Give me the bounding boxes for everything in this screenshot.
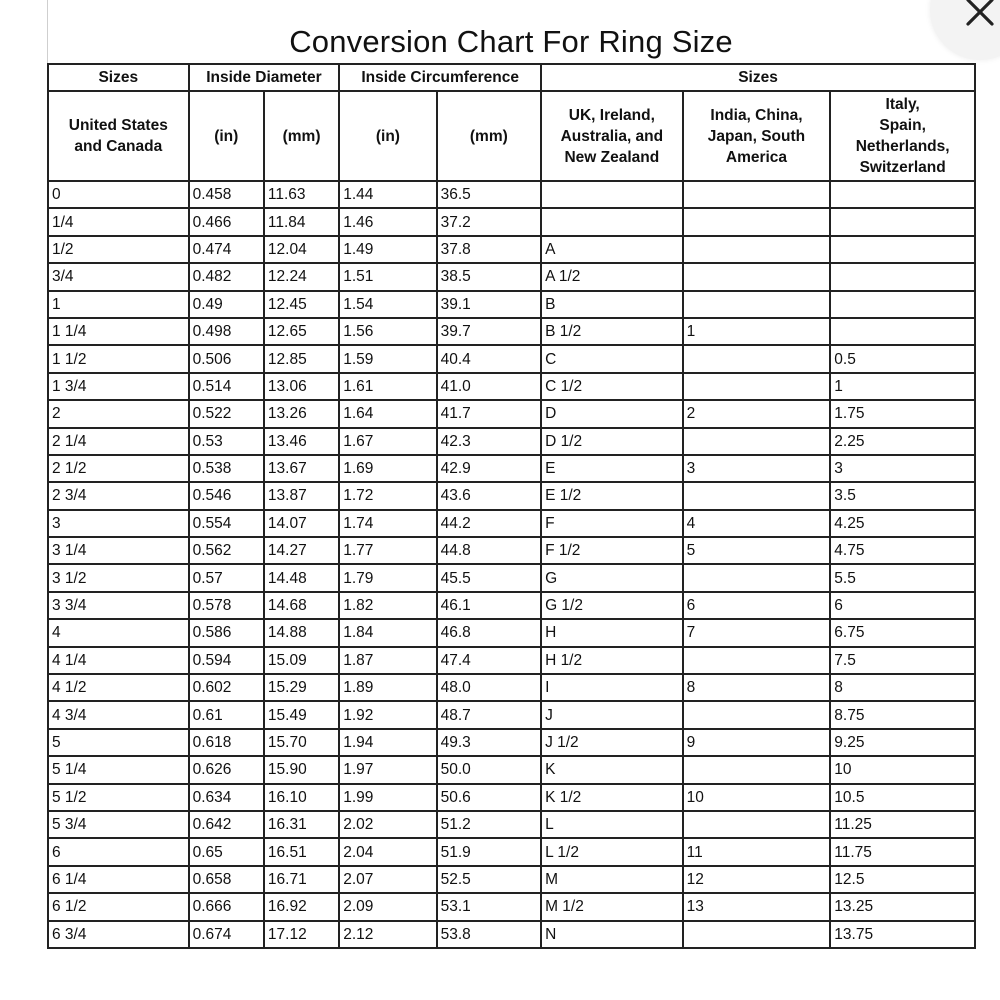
cell-circumference-mm: 52.5 [437, 866, 541, 893]
table-row [48, 482, 975, 509]
cell-italy-size: 4.25 [830, 510, 975, 537]
chart-title: Conversion Chart For Ring Size [289, 24, 733, 59]
cell-circumference-in: 1.72 [339, 482, 436, 509]
cell-us-size: 4 3/4 [48, 701, 189, 728]
cell-diameter-in: 0.458 [189, 181, 264, 208]
cell-circumference-in: 1.59 [339, 345, 436, 372]
cell-india-size [683, 236, 831, 263]
cell-italy-size [830, 236, 975, 263]
cell-uk-size: M [541, 866, 683, 893]
cell-italy-size: 3.5 [830, 482, 975, 509]
table-row [48, 674, 975, 701]
cell-uk-size [541, 208, 683, 235]
cell-us-size: 3/4 [48, 263, 189, 290]
cell-india-size: 6 [683, 592, 831, 619]
cell-diameter-in: 0.634 [189, 784, 264, 811]
cell-diameter-mm: 13.26 [264, 400, 339, 427]
cell-us-size: 4 [48, 619, 189, 646]
cell-uk-size: G 1/2 [541, 592, 683, 619]
cell-diameter-in: 0.482 [189, 263, 264, 290]
table-row [48, 181, 975, 208]
cell-india-size: 2 [683, 400, 831, 427]
cell-italy-size: 6 [830, 592, 975, 619]
cell-italy-size: 8 [830, 674, 975, 701]
cell-diameter-mm: 11.84 [264, 208, 339, 235]
cell-diameter-mm: 15.49 [264, 701, 339, 728]
cell-circumference-mm: 53.1 [437, 893, 541, 920]
cell-diameter-in: 0.57 [189, 564, 264, 591]
cell-diameter-mm: 13.87 [264, 482, 339, 509]
cell-circumference-in: 2.09 [339, 893, 436, 920]
cell-india-size [683, 701, 831, 728]
cell-us-size: 1/4 [48, 208, 189, 235]
cell-uk-size: B 1/2 [541, 318, 683, 345]
cell-uk-size: H 1/2 [541, 647, 683, 674]
cell-india-size [683, 482, 831, 509]
cell-us-size: 6 [48, 838, 189, 865]
cell-us-size: 2 1/4 [48, 428, 189, 455]
cell-circumference-mm: 53.8 [437, 921, 541, 948]
cell-italy-size: 10.5 [830, 784, 975, 811]
cell-circumference-in: 1.87 [339, 647, 436, 674]
cell-diameter-in: 0.642 [189, 811, 264, 838]
cell-us-size: 4 1/4 [48, 647, 189, 674]
cell-uk-size: D 1/2 [541, 428, 683, 455]
cell-diameter-in: 0.61 [189, 701, 264, 728]
table-row [48, 564, 975, 591]
cell-india-size [683, 208, 831, 235]
cell-italy-size [830, 263, 975, 290]
header-circumference-mm: (mm) [437, 91, 541, 181]
cell-circumference-mm: 51.9 [437, 838, 541, 865]
cell-us-size: 1/2 [48, 236, 189, 263]
header-uk-ireland-australia-nz: UK, Ireland, Australia, and New Zealand [541, 91, 683, 181]
cell-circumference-in: 1.84 [339, 619, 436, 646]
cell-circumference-mm: 44.2 [437, 510, 541, 537]
cell-italy-size: 3 [830, 455, 975, 482]
table-row [48, 784, 975, 811]
cell-uk-size: J 1/2 [541, 729, 683, 756]
cell-circumference-in: 2.04 [339, 838, 436, 865]
cell-italy-size [830, 181, 975, 208]
table-row [48, 701, 975, 728]
cell-uk-size: N [541, 921, 683, 948]
header-diameter-in: (in) [189, 91, 264, 181]
cell-us-size: 1 1/4 [48, 318, 189, 345]
cell-diameter-in: 0.626 [189, 756, 264, 783]
cell-italy-size: 1.75 [830, 400, 975, 427]
cell-circumference-in: 1.74 [339, 510, 436, 537]
cell-circumference-mm: 50.6 [437, 784, 541, 811]
cell-us-size: 1 [48, 291, 189, 318]
table-row [48, 893, 975, 920]
header-circumference-in: (in) [339, 91, 436, 181]
cell-italy-size: 10 [830, 756, 975, 783]
cell-circumference-mm: 37.2 [437, 208, 541, 235]
cell-uk-size: B [541, 291, 683, 318]
cell-diameter-mm: 13.46 [264, 428, 339, 455]
cell-diameter-mm: 16.51 [264, 838, 339, 865]
cell-italy-size: 13.25 [830, 893, 975, 920]
cell-circumference-in: 1.79 [339, 564, 436, 591]
cell-diameter-in: 0.474 [189, 236, 264, 263]
cell-diameter-in: 0.602 [189, 674, 264, 701]
cell-circumference-in: 1.64 [339, 400, 436, 427]
cell-italy-size: 1 [830, 373, 975, 400]
cell-uk-size: H [541, 619, 683, 646]
cell-diameter-in: 0.466 [189, 208, 264, 235]
cell-circumference-in: 1.44 [339, 181, 436, 208]
cell-uk-size: F [541, 510, 683, 537]
table-row [48, 811, 975, 838]
cell-diameter-in: 0.498 [189, 318, 264, 345]
cell-diameter-in: 0.554 [189, 510, 264, 537]
cell-uk-size: A 1/2 [541, 263, 683, 290]
cell-circumference-mm: 43.6 [437, 482, 541, 509]
table-row [48, 756, 975, 783]
cell-diameter-in: 0.538 [189, 455, 264, 482]
cell-italy-size: 0.5 [830, 345, 975, 372]
cell-us-size: 6 3/4 [48, 921, 189, 948]
cell-india-size [683, 263, 831, 290]
cell-diameter-in: 0.578 [189, 592, 264, 619]
cell-us-size: 5 [48, 729, 189, 756]
table-row [48, 318, 975, 345]
cell-circumference-in: 1.82 [339, 592, 436, 619]
cell-diameter-in: 0.65 [189, 838, 264, 865]
cell-italy-size: 12.5 [830, 866, 975, 893]
cell-circumference-in: 1.94 [339, 729, 436, 756]
cell-italy-size [830, 291, 975, 318]
table-row [48, 838, 975, 865]
cell-italy-size: 5.5 [830, 564, 975, 591]
cell-circumference-mm: 42.9 [437, 455, 541, 482]
cell-diameter-mm: 11.63 [264, 181, 339, 208]
cell-diameter-mm: 15.09 [264, 647, 339, 674]
cell-india-size: 9 [683, 729, 831, 756]
header-group-row [48, 64, 975, 91]
cell-uk-size: K 1/2 [541, 784, 683, 811]
cell-india-size [683, 181, 831, 208]
cell-diameter-in: 0.658 [189, 866, 264, 893]
cell-diameter-in: 0.49 [189, 291, 264, 318]
cell-us-size: 2 3/4 [48, 482, 189, 509]
cell-india-size [683, 756, 831, 783]
cell-circumference-mm: 50.0 [437, 756, 541, 783]
cell-diameter-mm: 14.88 [264, 619, 339, 646]
cell-circumference-mm: 41.7 [437, 400, 541, 427]
table-row [48, 263, 975, 290]
cell-uk-size: A [541, 236, 683, 263]
cell-circumference-mm: 48.0 [437, 674, 541, 701]
cell-diameter-in: 0.666 [189, 893, 264, 920]
cell-uk-size [541, 181, 683, 208]
cell-india-size: 12 [683, 866, 831, 893]
cell-india-size [683, 345, 831, 372]
cell-uk-size: I [541, 674, 683, 701]
cell-india-size: 8 [683, 674, 831, 701]
table-row [48, 291, 975, 318]
cell-diameter-in: 0.546 [189, 482, 264, 509]
cell-us-size: 1 1/2 [48, 345, 189, 372]
cell-uk-size: C 1/2 [541, 373, 683, 400]
cell-uk-size: L 1/2 [541, 838, 683, 865]
cell-diameter-mm: 12.04 [264, 236, 339, 263]
cell-us-size: 4 1/2 [48, 674, 189, 701]
cell-circumference-mm: 41.0 [437, 373, 541, 400]
cell-circumference-in: 2.02 [339, 811, 436, 838]
cell-circumference-mm: 38.5 [437, 263, 541, 290]
cell-circumference-mm: 45.5 [437, 564, 541, 591]
cell-diameter-mm: 15.90 [264, 756, 339, 783]
header-sizes-right: Sizes [541, 64, 975, 91]
cell-diameter-mm: 12.85 [264, 345, 339, 372]
cell-india-size [683, 291, 831, 318]
cell-india-size [683, 428, 831, 455]
cell-circumference-in: 2.12 [339, 921, 436, 948]
cell-india-size [683, 921, 831, 948]
cell-italy-size [830, 318, 975, 345]
cell-diameter-in: 0.586 [189, 619, 264, 646]
cell-india-size: 5 [683, 537, 831, 564]
cell-diameter-in: 0.514 [189, 373, 264, 400]
cell-diameter-mm: 16.31 [264, 811, 339, 838]
cell-india-size: 1 [683, 318, 831, 345]
cell-us-size: 3 1/4 [48, 537, 189, 564]
cell-diameter-mm: 15.70 [264, 729, 339, 756]
table-row [48, 208, 975, 235]
cell-circumference-in: 1.69 [339, 455, 436, 482]
table-row [48, 510, 975, 537]
cell-italy-size: 9.25 [830, 729, 975, 756]
cell-circumference-mm: 51.2 [437, 811, 541, 838]
cell-india-size [683, 811, 831, 838]
cell-us-size: 5 1/4 [48, 756, 189, 783]
cell-uk-size: E [541, 455, 683, 482]
cell-circumference-in: 1.92 [339, 701, 436, 728]
table-row [48, 729, 975, 756]
cell-india-size [683, 647, 831, 674]
header-inside-circumference: Inside Circumference [339, 64, 541, 91]
cell-circumference-mm: 48.7 [437, 701, 541, 728]
cell-india-size: 13 [683, 893, 831, 920]
cell-diameter-mm: 14.27 [264, 537, 339, 564]
cell-us-size: 3 1/2 [48, 564, 189, 591]
cell-italy-size: 11.75 [830, 838, 975, 865]
cell-circumference-mm: 44.8 [437, 537, 541, 564]
cell-diameter-in: 0.53 [189, 428, 264, 455]
cell-us-size: 3 [48, 510, 189, 537]
cell-italy-size: 8.75 [830, 701, 975, 728]
header-india-china-japan-sa: India, China, Japan, South America [683, 91, 831, 181]
cell-italy-size: 6.75 [830, 619, 975, 646]
cell-diameter-mm: 14.68 [264, 592, 339, 619]
cell-us-size: 2 [48, 400, 189, 427]
cell-italy-size: 7.5 [830, 647, 975, 674]
cell-uk-size: L [541, 811, 683, 838]
cell-diameter-mm: 16.71 [264, 866, 339, 893]
table-row [48, 345, 975, 372]
close-icon[interactable] [962, 0, 1000, 30]
header-diameter-mm: (mm) [264, 91, 339, 181]
header-sizes-left: Sizes [48, 64, 189, 91]
cell-us-size: 1 3/4 [48, 373, 189, 400]
cell-uk-size: K [541, 756, 683, 783]
cell-uk-size: E 1/2 [541, 482, 683, 509]
cell-italy-size: 11.25 [830, 811, 975, 838]
cell-uk-size: C [541, 345, 683, 372]
cell-us-size: 6 1/4 [48, 866, 189, 893]
cell-us-size: 3 3/4 [48, 592, 189, 619]
cell-diameter-mm: 13.06 [264, 373, 339, 400]
cell-uk-size: D [541, 400, 683, 427]
table-row [48, 592, 975, 619]
cell-uk-size: J [541, 701, 683, 728]
cell-circumference-in: 1.51 [339, 263, 436, 290]
cell-diameter-mm: 16.10 [264, 784, 339, 811]
cell-diameter-in: 0.594 [189, 647, 264, 674]
cell-diameter-mm: 14.07 [264, 510, 339, 537]
cell-circumference-mm: 49.3 [437, 729, 541, 756]
cell-us-size: 0 [48, 181, 189, 208]
cell-diameter-in: 0.618 [189, 729, 264, 756]
cell-circumference-mm: 46.1 [437, 592, 541, 619]
cell-diameter-in: 0.562 [189, 537, 264, 564]
table-row [48, 455, 975, 482]
cell-circumference-mm: 47.4 [437, 647, 541, 674]
cell-circumference-mm: 39.7 [437, 318, 541, 345]
cell-us-size: 5 1/2 [48, 784, 189, 811]
cell-circumference-mm: 37.8 [437, 236, 541, 263]
cell-us-size: 6 1/2 [48, 893, 189, 920]
cell-india-size: 7 [683, 619, 831, 646]
cell-circumference-in: 1.97 [339, 756, 436, 783]
table-row [48, 537, 975, 564]
header-us-canada: United States and Canada [48, 91, 189, 181]
cell-circumference-in: 1.89 [339, 674, 436, 701]
table-row [48, 866, 975, 893]
cell-diameter-mm: 17.12 [264, 921, 339, 948]
cell-circumference-mm: 39.1 [437, 291, 541, 318]
table-row [48, 400, 975, 427]
cell-circumference-in: 2.07 [339, 866, 436, 893]
cell-circumference-in: 1.56 [339, 318, 436, 345]
table-row [48, 647, 975, 674]
cell-uk-size: G [541, 564, 683, 591]
cell-circumference-in: 1.46 [339, 208, 436, 235]
cell-circumference-mm: 40.4 [437, 345, 541, 372]
cell-circumference-in: 1.54 [339, 291, 436, 318]
cell-diameter-mm: 12.65 [264, 318, 339, 345]
cell-diameter-in: 0.506 [189, 345, 264, 372]
cell-india-size [683, 564, 831, 591]
header-italy-spain-nl-ch: Italy, Spain, Netherlands, Switzerland [830, 91, 975, 181]
table-body [48, 181, 975, 948]
cell-us-size: 2 1/2 [48, 455, 189, 482]
cell-circumference-in: 1.67 [339, 428, 436, 455]
cell-us-size: 5 3/4 [48, 811, 189, 838]
cell-italy-size [830, 208, 975, 235]
cell-diameter-in: 0.522 [189, 400, 264, 427]
table-row [48, 428, 975, 455]
cell-uk-size: F 1/2 [541, 537, 683, 564]
cell-india-size: 4 [683, 510, 831, 537]
header-inside-diameter: Inside Diameter [189, 64, 340, 91]
cell-circumference-mm: 46.8 [437, 619, 541, 646]
cell-india-size: 3 [683, 455, 831, 482]
header-column-row [48, 91, 975, 181]
cell-circumference-in: 1.77 [339, 537, 436, 564]
cell-circumference-in: 1.99 [339, 784, 436, 811]
cell-diameter-mm: 16.92 [264, 893, 339, 920]
table-row [48, 373, 975, 400]
cell-italy-size: 2.25 [830, 428, 975, 455]
cell-uk-size: M 1/2 [541, 893, 683, 920]
cell-circumference-mm: 42.3 [437, 428, 541, 455]
cell-circumference-in: 1.49 [339, 236, 436, 263]
cell-circumference-mm: 36.5 [437, 181, 541, 208]
cell-diameter-mm: 14.48 [264, 564, 339, 591]
cell-italy-size: 13.75 [830, 921, 975, 948]
ring-size-table [47, 63, 976, 949]
cell-diameter-mm: 12.45 [264, 291, 339, 318]
cell-diameter-mm: 13.67 [264, 455, 339, 482]
cell-diameter-in: 0.674 [189, 921, 264, 948]
cell-india-size: 10 [683, 784, 831, 811]
cell-diameter-mm: 15.29 [264, 674, 339, 701]
cell-india-size [683, 373, 831, 400]
cell-circumference-in: 1.61 [339, 373, 436, 400]
table-row [48, 619, 975, 646]
cell-india-size: 11 [683, 838, 831, 865]
cell-diameter-mm: 12.24 [264, 263, 339, 290]
table-row [48, 236, 975, 263]
cell-italy-size: 4.75 [830, 537, 975, 564]
table-row [48, 921, 975, 948]
